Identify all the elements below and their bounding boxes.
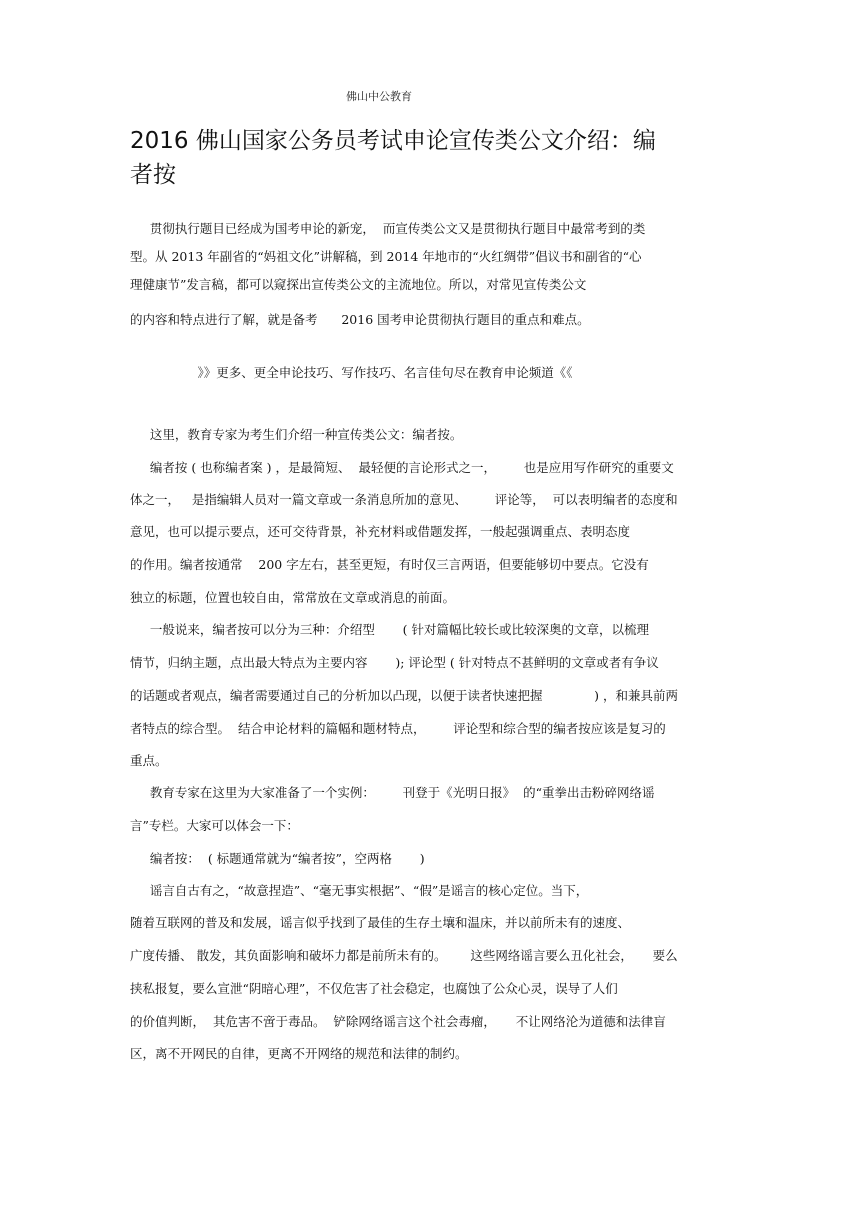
body-line: 谣言自古有之，“故意捏造”、“毫无事实根据”、“假”是谣言的核心定位。当下， xyxy=(130,883,589,898)
body-line: 的价值判断， 其危害不啻于毒品。 铲除网络谣言这个社会毒瘤， 不让网络沦为道德和法律盲 xyxy=(130,1014,666,1029)
body-line: 的内容和特点进行了解，就是备考 2016 国考申论贯彻执行题目的重点和难点。 xyxy=(130,312,590,327)
body-line: 区，离不开网民的自律，更离不开网络的规范和法律的制约。 xyxy=(130,1046,468,1061)
body-line: 独立的标题，位置也较自由，常常放在文章或消息的前面。 xyxy=(130,590,456,605)
body-line: 的话题或者观点，编者需要通过自己的分析加以凸现，以便于读者快速把握 ) ，和兼具前两 xyxy=(130,688,679,703)
document-title xyxy=(130,124,730,192)
body-line: 理健康节”发言稿，都可以窥探出宣传类公文的主流地位。所以，对常见宣传类公文 xyxy=(130,277,587,292)
body-line: 编者按 ( 也称编者案 ) ，是最简短、 最轻便的言论形式之一， 也是应用写作研究的重要文 xyxy=(130,460,674,475)
body-line: 的作用。编者按通常 200 字左右，甚至更短，有时仅三言两语，但要能够切中要点。它没有 xyxy=(130,557,649,572)
body-line: 者特点的综合型。 结合申论材料的篇幅和题材特点， 评论型和综合型的编者按应该是复习的 xyxy=(130,721,666,736)
body-line: 随着互联网的普及和发展，谣言似乎找到了最佳的生存土壤和温床，并以前所未有的速度、 xyxy=(130,915,631,930)
body-line: 挟私报复，要么宣泄“阴暗心理”，不仅危害了社会稳定，也腐蚀了公众心灵，误导了人们 xyxy=(130,981,618,996)
page-header: 佛山中公教育 xyxy=(346,90,412,103)
title-line-2: 者按 xyxy=(130,162,176,188)
body-line: 体之一， 是指编辑人员对一篇文章或一条消息所加的意见、 评论等， 可以表明编者的态度和 xyxy=(130,492,678,507)
body-line: 情节，归纳主题，点出最大特点为主要内容 ); 评论型 ( 针对特点不甚鲜明的文章或者有争议 xyxy=(130,655,659,670)
body-line: 意见，也可以提示要点，还可交待背景，补充材料或借题发挥，一般起强调重点、表明态度 xyxy=(130,524,631,539)
body-line: 言”专栏。大家可以体会一下： xyxy=(130,818,299,833)
body-line: 广度传播、 散发，其负面影响和破坏力都是前所未有的。 这些网络谣言要么丑化社会， 要么 xyxy=(130,948,678,963)
promo-line: 》》更多、更全申论技巧、写作技巧、名言佳句尽在教育申论频道《《 xyxy=(130,365,573,380)
body-line: 编者按： ( 标题通常就为“编者按”，空两格 ) xyxy=(130,851,425,866)
body-line: 贯彻执行题目已经成为国考申论的新宠， 而宣传类公文又是贯彻执行题目中最常考到的类 xyxy=(130,221,646,236)
body-line: 这里，教育专家为考生们介绍一种宣传类公文：编者按。 xyxy=(130,427,463,442)
body-line: 教育专家在这里为大家准备了一个实例： 刊登于《光明日报》 的“重拳出击粉碎网络谣 xyxy=(130,785,655,800)
body-line: 型。从 2013 年副省的“妈祖文化”讲解稿，到 2014 年地市的“火红绸带”倡议书和副省的“心 xyxy=(130,249,642,264)
title-line-1: 2016 佛山国家公务员考试申论宣传类公文介绍：编 xyxy=(130,128,656,154)
body-line: 一般说来，编者按可以分为三种：介绍型 ( 针对篇幅比较长或比较深奥的文章，以梳理 xyxy=(130,622,650,637)
body-line: 重点。 xyxy=(130,753,168,768)
